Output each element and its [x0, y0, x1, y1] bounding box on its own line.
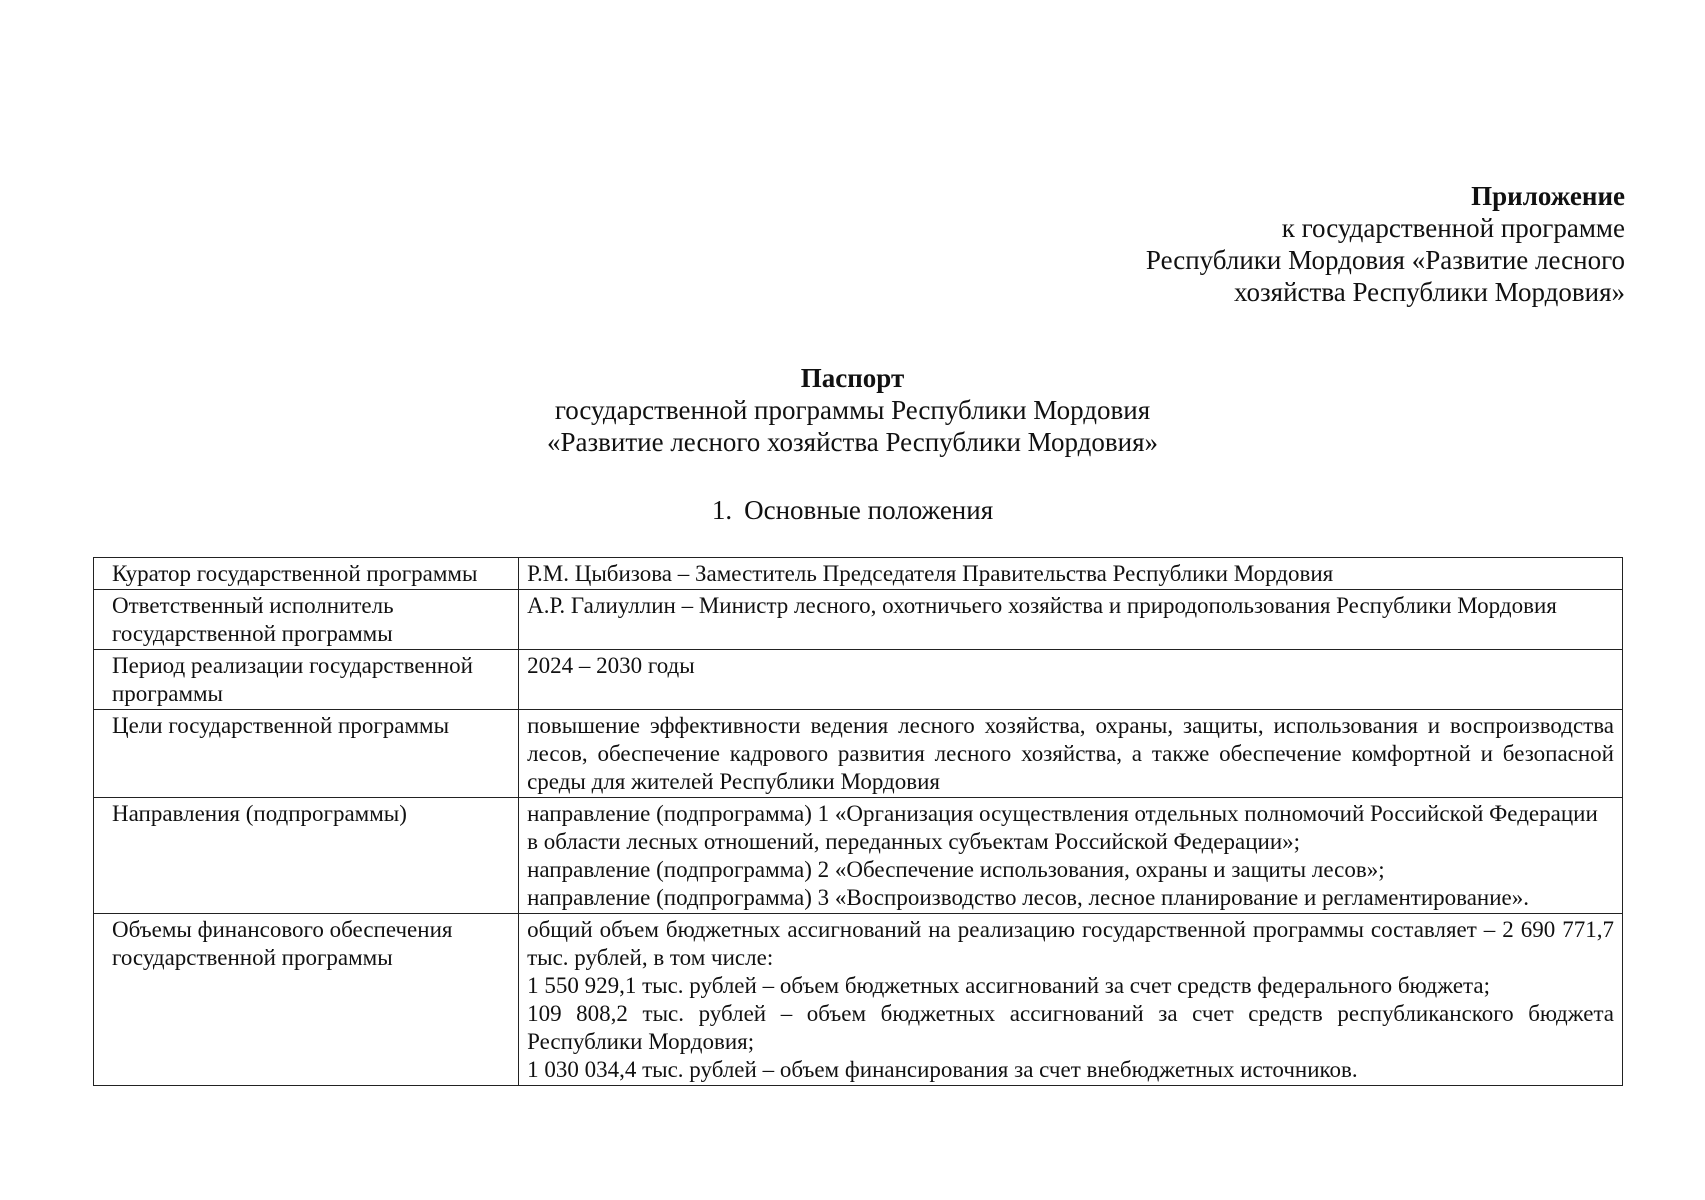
appendix-line: Республики Мордовия «Развитие лесного	[1145, 245, 1625, 275]
row-value-text: 1 550 929,1 тыс. рублей – объем бюджетных ассигнований за счет средств федерального бюджета;	[527, 973, 1490, 998]
row-value-text: направление (подпрограмма) 3 «Воспроизводство лесов, лесное планирование и регламентирование».	[527, 885, 1529, 910]
row-label: Направления (подпрограммы)	[94, 798, 519, 914]
appendix-title: Приложение	[1471, 181, 1625, 211]
row-value	[519, 650, 1623, 710]
passport-title: Паспорт	[800, 363, 905, 393]
row-label: Ответственный исполнитель государственной программы	[94, 590, 519, 650]
row-value-text: А.Р. Галиуллин – Министр лесного, охотничьего хозяйства и природопользования Республики Мордовия	[527, 593, 1557, 618]
row-label: Период реализации государственной программы	[94, 650, 519, 710]
row-label: Куратор государственной программы	[94, 558, 519, 590]
row-value-text: 1 030 034,4 тыс. рублей – объем финансирования за счет внебюджетных источников.	[527, 1057, 1358, 1082]
row-value-text: направление (подпрограмма) 1 «Организация осуществления отдельных полномочий Российской Федерации в области лесных отношений, переданных субъектам Российской Федерации»;	[527, 801, 1598, 854]
row-value-text: общий объем бюджетных ассигнований на реализацию государственной программы составляет – 2 690 771,7 тыс. рублей, в том числе:	[527, 917, 1614, 970]
appendix-block	[1146, 180, 1625, 308]
row-label: Объемы финансового обеспечения государственной программы	[94, 914, 519, 1086]
row-value	[519, 558, 1623, 590]
row-value-text: направление (подпрограмма) 2 «Обеспечение использования, охраны и защиты лесов»;	[527, 857, 1385, 882]
row-value	[519, 798, 1623, 914]
passport-table	[93, 557, 1623, 1086]
table-row	[94, 710, 1623, 798]
passport-subtitle: «Развитие лесного хозяйства Республики Мордовия»	[546, 427, 1158, 457]
table-row	[94, 914, 1623, 1086]
passport-heading	[0, 362, 1705, 458]
section-heading	[0, 494, 1705, 526]
row-value-text: повышение эффективности ведения лесного хозяйства, охраны, защиты, использования и воспроизводства лесов, обеспечение кадрового развития лесного хозяйства, а также обеспечение комфортной и безопасной среды для жителей Республики Мордовия	[527, 713, 1614, 794]
passport-subtitle: государственной программы Республики Мордовия	[554, 395, 1151, 425]
row-value-text: 109 808,2 тыс. рублей – объем бюджетных ассигнований за счет средств республиканского бюджета Республики Мордовия;	[527, 1001, 1614, 1054]
row-label: Цели государственной программы	[94, 710, 519, 798]
row-value	[519, 590, 1623, 650]
section-title: Основные положения	[744, 495, 994, 525]
table-row	[94, 650, 1623, 710]
row-value-text: 2024 – 2030 годы	[527, 653, 695, 678]
table-row	[94, 798, 1623, 914]
row-value	[519, 914, 1623, 1086]
row-value	[519, 710, 1623, 798]
appendix-line: к государственной программе	[1281, 213, 1625, 243]
appendix-line: хозяйства Республики Мордовия»	[1234, 277, 1625, 307]
table-row	[94, 590, 1623, 650]
section-number: 1.	[711, 495, 733, 525]
table-row	[94, 558, 1623, 590]
row-value-text: Р.М. Цыбизова – Заместитель Председателя Правительства Республики Мордовия	[527, 561, 1334, 586]
